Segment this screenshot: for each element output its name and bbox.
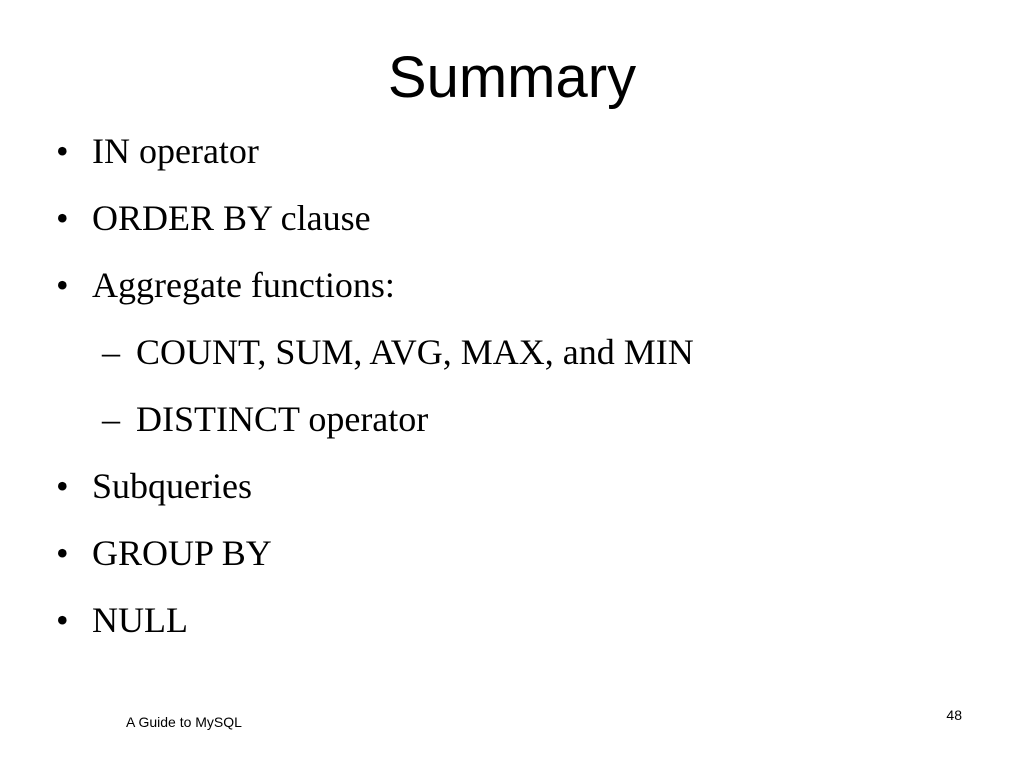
sub-bullet-item-distinct — [102, 398, 429, 440]
bullet-icon: • — [56, 198, 69, 238]
bullet-icon: • — [56, 533, 69, 573]
bullet-text: Aggregate functions: — [92, 265, 395, 305]
footer-text: A Guide to MySQL — [126, 714, 242, 730]
bullet-text: Subqueries — [92, 466, 252, 506]
sub-bullet-item-count-sum — [102, 331, 694, 373]
dash-icon: – — [102, 399, 120, 439]
bullet-icon: • — [56, 131, 69, 171]
bullet-icon: • — [56, 265, 69, 305]
bullet-text: NULL — [92, 600, 188, 640]
bullet-icon: • — [56, 466, 69, 506]
bullet-item-in-operator — [56, 130, 259, 172]
bullet-item-order-by — [56, 197, 371, 239]
bullet-text: IN operator — [92, 131, 259, 171]
bullet-text: GROUP BY — [92, 533, 272, 573]
bullet-item-aggregate-functions — [56, 264, 395, 306]
bullet-item-subqueries — [56, 465, 252, 507]
sub-bullet-text: DISTINCT operator — [136, 399, 429, 439]
bullet-item-group-by — [56, 532, 272, 574]
sub-bullet-text: COUNT, SUM, AVG, MAX, and MIN — [136, 332, 694, 372]
slide-number: 48 — [946, 707, 962, 723]
dash-icon: – — [102, 332, 120, 372]
bullet-item-null — [56, 599, 188, 641]
bullet-text: ORDER BY clause — [92, 198, 371, 238]
slide-title: Summary — [387, 45, 637, 110]
bullet-icon: • — [56, 600, 69, 640]
